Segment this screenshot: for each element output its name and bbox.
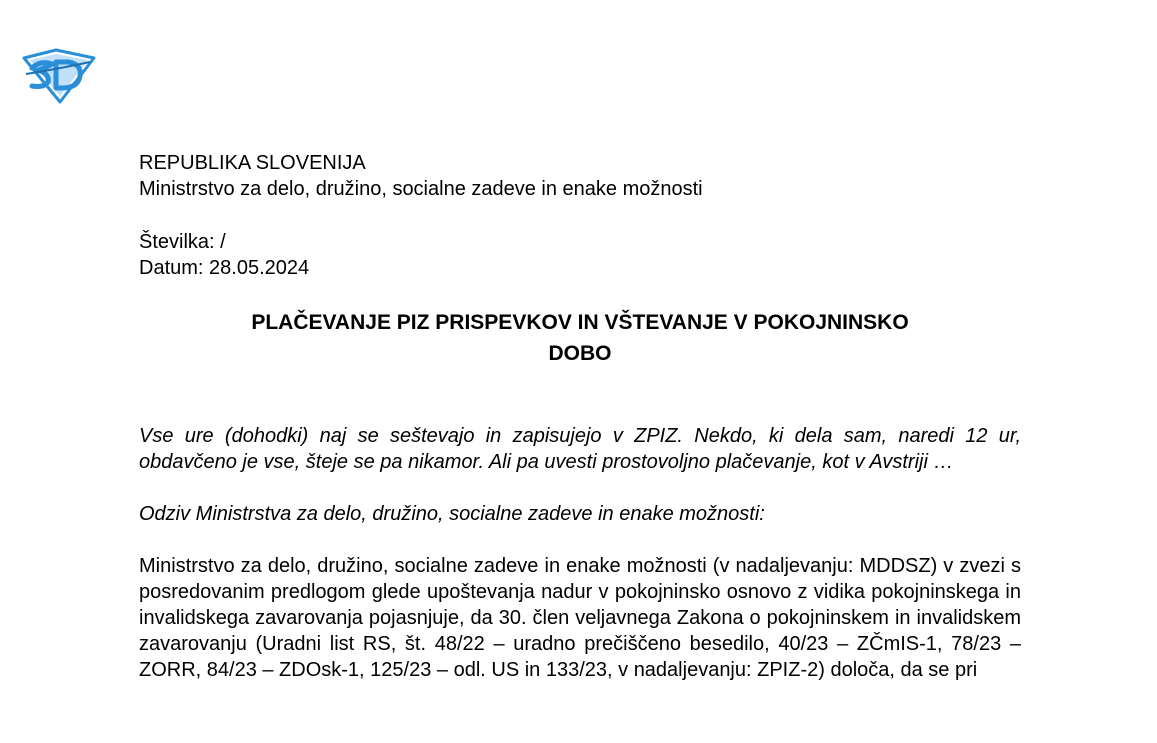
ministry-answer: Ministrstvo za delo, družino, socialne zadeve in enake možnosti (v nadaljevanju: MDDSZ) v zvezi s posredovanim predlogom glede upoštevanja nadur v pokojninsko osnovo z vidika pokojninskega in invalidskega zavarovanja pojasnjuje, da 30. člen veljavnega Zakona o pokojninskem in invalidskem zavarovanju (Uradni list RS, št. 48/22 – uradno prečiščeno besedilo, 40/23 – ZČmIS-1, 78/23 – ZORR, 84/23 – ZDOsk-1, 125/23 – odl. US in 133/23, v nadaljevanju: ZPIZ-2) določa, da se pri xyxy=(139,555,1021,681)
title-line-2: DOBO xyxy=(548,342,612,365)
document-title xyxy=(139,307,1021,369)
title-line-1: PLAČEVANJE PIZ PRISPEVKOV IN VŠTEVANJE V POKOJNINSKO xyxy=(251,311,909,334)
citizen-question: Vse ure (dohodki) naj se seštevajo in zapisujejo v ZPIZ. Nekdo, ki dela sam, naredi 12 ur, obdavčeno je vse, šteje se pa nikamor. Ali pa uvesti prostovoljno plačevanje, kot v Avstriji … xyxy=(139,425,1021,473)
document-body xyxy=(139,150,1021,683)
document-date: Datum: 28.05.2024 xyxy=(139,257,310,279)
country-name: REPUBLIKA SLOVENIJA xyxy=(139,152,366,174)
response-heading: Odziv Ministrstva za delo, družino, socialne zadeve in enake možnosti: xyxy=(139,503,765,525)
ministry-name: Ministrstvo za delo, družino, socialne zadeve in enake možnosti xyxy=(139,178,703,200)
document-number: Številka: / xyxy=(139,231,226,253)
sd-shield-logo-icon xyxy=(22,48,96,104)
